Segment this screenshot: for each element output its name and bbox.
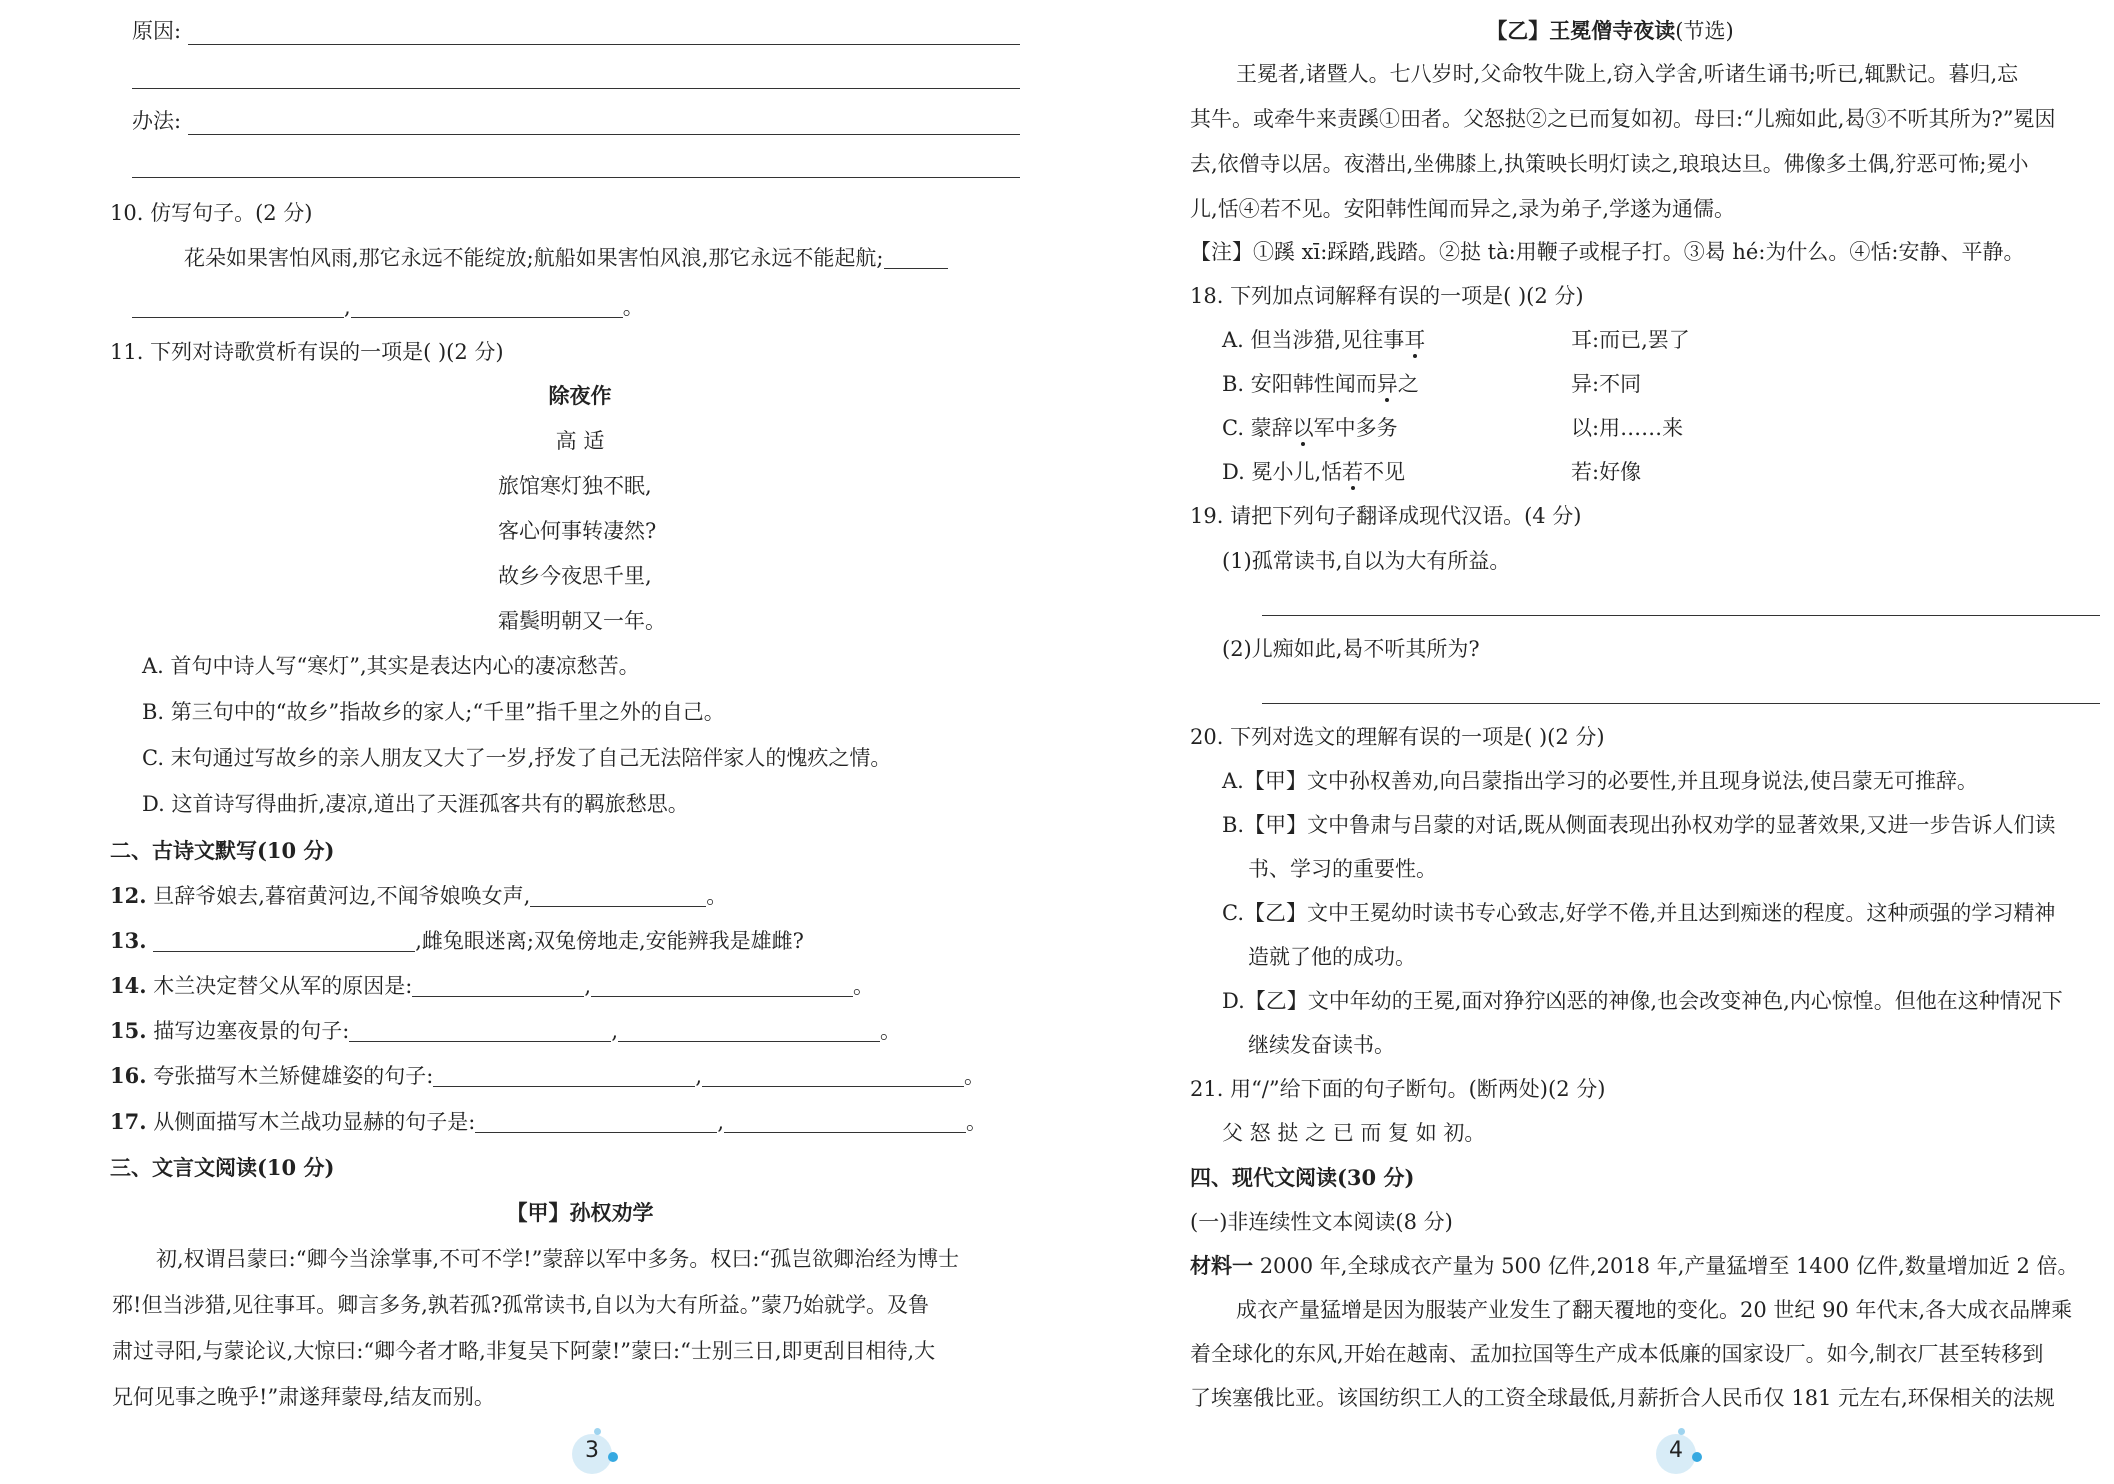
question-11-title: 11. 下列对诗歌赏析有误的一项是( )(2 分) (110, 340, 504, 364)
material-text-line: 了埃塞俄比亚。该国纺织工人的工资全球最低,月薪折合人民币仅 181 元左右,环保相关的法规 (1190, 1386, 2055, 1410)
dotted-word: 若 (1342, 460, 1364, 484)
jia-text-line: 邪!但当涉猎,见往事耳。卿言多务,孰若孤?孤常读书,自以为大有所益。”蒙乃始就学。及鲁 (112, 1293, 929, 1317)
yi-text-line: 其牛。或牵牛来责蹊①田者。父怒挞②之已而复如初。母曰:“儿痴如此,曷③不听其所为?”冕因 (1190, 107, 2056, 131)
question-15: 15. 描写边塞夜景的句子: , 。 (110, 1018, 901, 1043)
question-19-title: 19. 请把下列句子翻译成现代汉语。(4 分) (1190, 504, 1582, 528)
yi-text-line: 儿,恬④若不见。安阳韩性闻而异之,录为弟子,学遂为通儒。 (1190, 197, 1736, 221)
material-text-line: 成衣产量猛增是因为服装产业发生了翻天覆地的变化。20 世纪 90 年代末,各大成衣品牌乘 (1236, 1298, 2073, 1322)
answer-line[interactable] (188, 44, 1020, 45)
reason-label: 原因: (132, 19, 182, 43)
page-number: 3 (585, 1438, 599, 1463)
section-3-heading: 三、文言文阅读(10 分) (110, 1155, 335, 1180)
poem-line: 霜鬓明朝又一年。 (498, 609, 666, 633)
page-number-badge (572, 1434, 616, 1478)
page-number: 4 (1669, 1438, 1683, 1463)
q20-option-cont: 继续发奋读书。 (1248, 1033, 1395, 1057)
poem-author: 高 适 (555, 429, 605, 453)
poem-line: 旅馆寒灯独不眠, (498, 474, 652, 498)
q18-option-d[interactable]: D. 冕小儿,恬若不见 (1222, 460, 1406, 484)
q18-answer-b: 异:不同 (1571, 372, 1642, 396)
question-17: 17. 从侧面描写木兰战功显赫的句子是: , 。 (110, 1109, 987, 1134)
q19-sentence-1: (1)孤常读书,自以为大有所益。 (1222, 549, 1511, 573)
method-label: 办法: (132, 109, 182, 133)
question-10-text (184, 243, 948, 273)
question-20-title: 20. 下列对选文的理解有误的一项是( )(2 分) (1190, 725, 1605, 749)
q18-option-c[interactable]: C. 蒙辞以军中多务 (1222, 416, 1398, 440)
jia-title: 【甲】孙权劝学 (506, 1200, 654, 1225)
q12-blank[interactable] (530, 884, 706, 907)
yi-text-line: 去,依僧寺以居。夜潜出,坐佛膝上,执策映长明灯读之,琅琅达旦。佛像多土偶,狞恶可怖;冕小 (1190, 152, 2029, 176)
q14-blank[interactable] (591, 974, 853, 997)
q10-prompt: 花朵如果害怕风雨,那它永远不能绽放;航船如果害怕风浪,那它永远不能起航; (184, 246, 884, 270)
q13-blank[interactable] (153, 929, 415, 952)
section-4-heading: 四、现代文阅读(30 分) (1190, 1165, 1415, 1190)
poem-title: 除夜作 (548, 383, 612, 408)
q10-blank[interactable] (351, 295, 623, 318)
dotted-word: 以 (1292, 416, 1314, 440)
question-14: 14. 木兰决定替父从军的原因是: , 。 (110, 973, 874, 998)
q10-blank[interactable] (132, 295, 344, 318)
answer-line[interactable] (188, 134, 1020, 135)
answer-line[interactable] (1262, 703, 2100, 704)
dotted-word: 异 (1376, 372, 1398, 396)
reason-row (132, 16, 181, 46)
q16-blank[interactable] (702, 1064, 964, 1087)
q19-sentence-2: (2)儿痴如此,曷不听其所为? (1222, 637, 1480, 661)
question-18-title: 18. 下列加点词解释有误的一项是( )(2 分) (1190, 284, 1584, 308)
dotted-word: 耳 (1404, 328, 1426, 352)
poem-line: 故乡今夜思千里, (498, 564, 652, 588)
q17-blank[interactable] (724, 1110, 966, 1133)
jia-text-line: 兄何见事之晚乎!”肃遂拜蒙母,结友而别。 (112, 1385, 495, 1409)
q11-option[interactable]: A. 首句中诗人写“寒灯”,其实是表达内心的凄凉愁苦。 (142, 654, 640, 678)
jia-text-line: 肃过寻阳,与蒙论议,大惊曰:“卿今者才略,非复吴下阿蒙!”蒙曰:“士别三日,即更刮目相待,大 (112, 1339, 936, 1363)
q14-blank[interactable] (412, 974, 584, 997)
method-row (132, 106, 181, 136)
q10-blank[interactable] (884, 246, 948, 269)
q18-option-a[interactable]: A. 但当涉猎,见往事耳 (1222, 328, 1426, 352)
q17-blank[interactable] (475, 1110, 717, 1133)
question-13: 13. ,雌兔眼迷离;双兔傍地走,安能辨我是雄雌? (110, 928, 804, 953)
q11-option[interactable]: B. 第三句中的“故乡”指故乡的家人;“千里”指千里之外的自己。 (142, 700, 725, 724)
q20-option[interactable]: B.【甲】文中鲁肃与吕蒙的对话,既从侧面表现出孙权劝学的显著效果,又进一步告诉人们读 (1222, 813, 2056, 837)
q11-option[interactable]: D. 这首诗写得曲折,凄凉,道出了天涯孤客共有的羁旅愁思。 (142, 792, 689, 816)
q20-option-cont: 造就了他的成功。 (1248, 945, 1416, 969)
question-10-title: 10. 仿写句子。(2 分) (110, 201, 313, 225)
q20-option[interactable]: A.【甲】文中孙权善劝,向吕蒙指出学习的必要性,并且现身说法,使吕蒙无可推辞。 (1222, 769, 1978, 793)
q21-sentence: 父 怒 挞 之 已 而 复 如 初。 (1222, 1121, 1486, 1145)
question-16: 16. 夸张描写木兰矫健雄姿的句子: , 。 (110, 1063, 985, 1088)
q16-blank[interactable] (433, 1064, 695, 1087)
material-label: 材料一 (1190, 1253, 1253, 1278)
question-10-answer: , 。 (132, 292, 644, 322)
question-12: 12. 旦辞爷娘去,暮宿黄河边,不闻爷娘唤女声, 。 (110, 883, 728, 908)
section-2-heading: 二、古诗文默写(10 分) (110, 838, 335, 863)
answer-line[interactable] (132, 88, 1020, 89)
q11-option[interactable]: C. 末句通过写故乡的亲人朋友又大了一岁,抒发了自己无法陪伴家人的愧疚之情。 (142, 746, 892, 770)
q15-blank[interactable] (618, 1019, 880, 1042)
q18-answer-d: 若:好像 (1571, 460, 1642, 484)
jia-text-line: 初,权谓吕蒙曰:“卿今当涂掌事,不可不学!”蒙辞以军中多务。权曰:“孤岂欲卿治经为博士 (156, 1247, 960, 1271)
material-text-line: 着全球化的东风,开始在越南、孟加拉国等生产成本低廉的国家设厂。如今,制衣厂甚至转移到 (1190, 1342, 2044, 1366)
q20-option-cont: 书、学习的重要性。 (1248, 857, 1437, 881)
answer-line[interactable] (132, 177, 1020, 178)
subsection-1-heading: (一)非连续性文本阅读(8 分) (1190, 1210, 1453, 1234)
q18-answer-a: 耳:而已,罢了 (1571, 328, 1690, 352)
q15-blank[interactable] (349, 1019, 611, 1042)
answer-line[interactable] (1262, 615, 2100, 616)
notes: 【注】①蹊 xī:踩踏,践踏。②挞 tà:用鞭子或棍子打。③曷 hé:为什么。④恬:安静、平静。 (1190, 240, 2025, 264)
page-number-badge (1656, 1434, 1700, 1478)
yi-text-line: 王冕者,诸暨人。七八岁时,父命牧牛陇上,窃入学舍,听诸生诵书;听已,辄默记。暮归,忘 (1236, 62, 2019, 86)
poem-line: 客心何事转凄然? (498, 519, 657, 543)
material-1-line: 材料一 2000 年,全球成衣产量为 500 亿件,2018 年,产量猛增至 1400 亿件,数量增加近 2 倍。 (1190, 1253, 2079, 1278)
yi-title-row: 【乙】王冕僧寺夜读(节选) (1486, 18, 1734, 43)
q20-option[interactable]: D.【乙】文中年幼的王冕,面对狰狞凶恶的神像,也会改变神色,内心惊惶。但他在这种情况下 (1222, 989, 2063, 1013)
question-21-title: 21. 用“/”给下面的句子断句。(断两处)(2 分) (1190, 1077, 1606, 1101)
q18-answer-c: 以:用……来 (1571, 416, 1684, 440)
yi-title: 【乙】王冕僧寺夜读 (1486, 18, 1676, 43)
q18-option-b[interactable]: B. 安阳韩性闻而异之 (1222, 372, 1419, 396)
q20-option[interactable]: C.【乙】文中王冕幼时读书专心致志,好学不倦,并且达到痴迷的程度。这种顽强的学习精神 (1222, 901, 2056, 925)
